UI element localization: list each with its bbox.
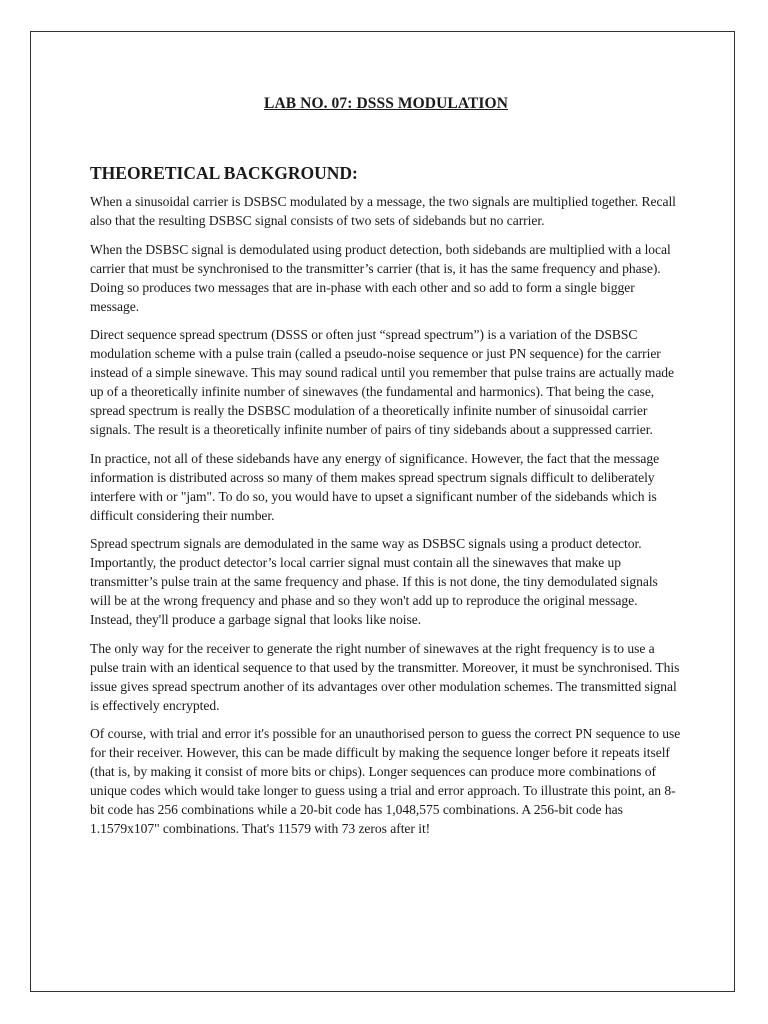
paragraph-1: When a sinusoidal carrier is DSBSC modulated by a message, the two signals are multiplied together. Recall also that the resulting DSBSC signal consists of two sets of sidebands but no carrier. bbox=[90, 194, 676, 228]
paragraph-6: The only way for the receiver to generate the right number of sinewaves at the right frequency is to use a pulse train with an identical sequence to that used by the transmitter. Moreover, it must be synchronised. This issue gives spread spectrum another of its advantages over other modulation schemes. The transmitted signal is effectively encrypted. bbox=[90, 640, 680, 713]
lab-title: LAB NO. 07: DSSS MODULATION bbox=[264, 95, 508, 112]
paragraph-3: Direct sequence spread spectrum (DSSS or often just “spread spectrum”) is a variation of the DSBSC modulation scheme with a pulse train (called a pseudo-noise sequence or just PN sequence) for the carrier instead of a simple sinewave. This may sound radical until you remember that pulse trains are actually made up of a theoretically infinite number of sinewaves (the fundamental and harmonics). That being the case, spread spectrum is really the DSBSC modulation of a theoretically infinite number of sinusoidal carrier signals. The result is a theoretically infinite number of pairs of tiny sidebands about a suppressed carrier. bbox=[90, 327, 675, 437]
paragraph-4: In practice, not all of these sidebands have any energy of significance. However, the fact that the message information is distributed across so many of them makes spread spectrum signals difficult to deliberately interfere with or "jam". To do so, you would have to upset a significant number of the sidebands which is difficult considering their number. bbox=[90, 450, 660, 523]
section-heading: THEORETICAL BACKGROUND: bbox=[90, 163, 358, 183]
document-body bbox=[90, 94, 682, 848]
paragraph-5: Spread spectrum signals are demodulated in the same way as DSBSC signals using a product detector. Importantly, the product detector’s local carrier signal must contain all the sinewaves that make up transmitter’s pulse train at the same frequency and phase. If this is not done, the tiny demodulated signals will be at the wrong frequency and phase and so they won't add up to reproduce the original message. Instead, they'll produce a garbage signal that looks like noise. bbox=[90, 536, 658, 627]
paragraph-2: When the DSBSC signal is demodulated using product detection, both sidebands are multiplied with a local carrier that must be synchronised to the transmitter’s carrier (that is, it has the same frequency and phase). Doing so produces two messages that are in-phase with each other and so add to form a single bigger message. bbox=[90, 241, 671, 314]
paragraph-7: Of course, with trial and error it's possible for an unauthorised person to guess the correct PN sequence to use for their receiver. However, this can be made difficult by making the sequence longer before it repeats itself (that is, by making it consist of more bits or chips). Longer sequences can produce more combinations of unique codes which would take longer to guess using a trial and error approach. To illustrate this point, an 8-bit code has 256 combinations while a 20-bit code has 1,048,575 combinations. A 256-bit code has 1.1579x107" combinations. That's 11579 with 73 zeros after it! bbox=[90, 726, 681, 836]
